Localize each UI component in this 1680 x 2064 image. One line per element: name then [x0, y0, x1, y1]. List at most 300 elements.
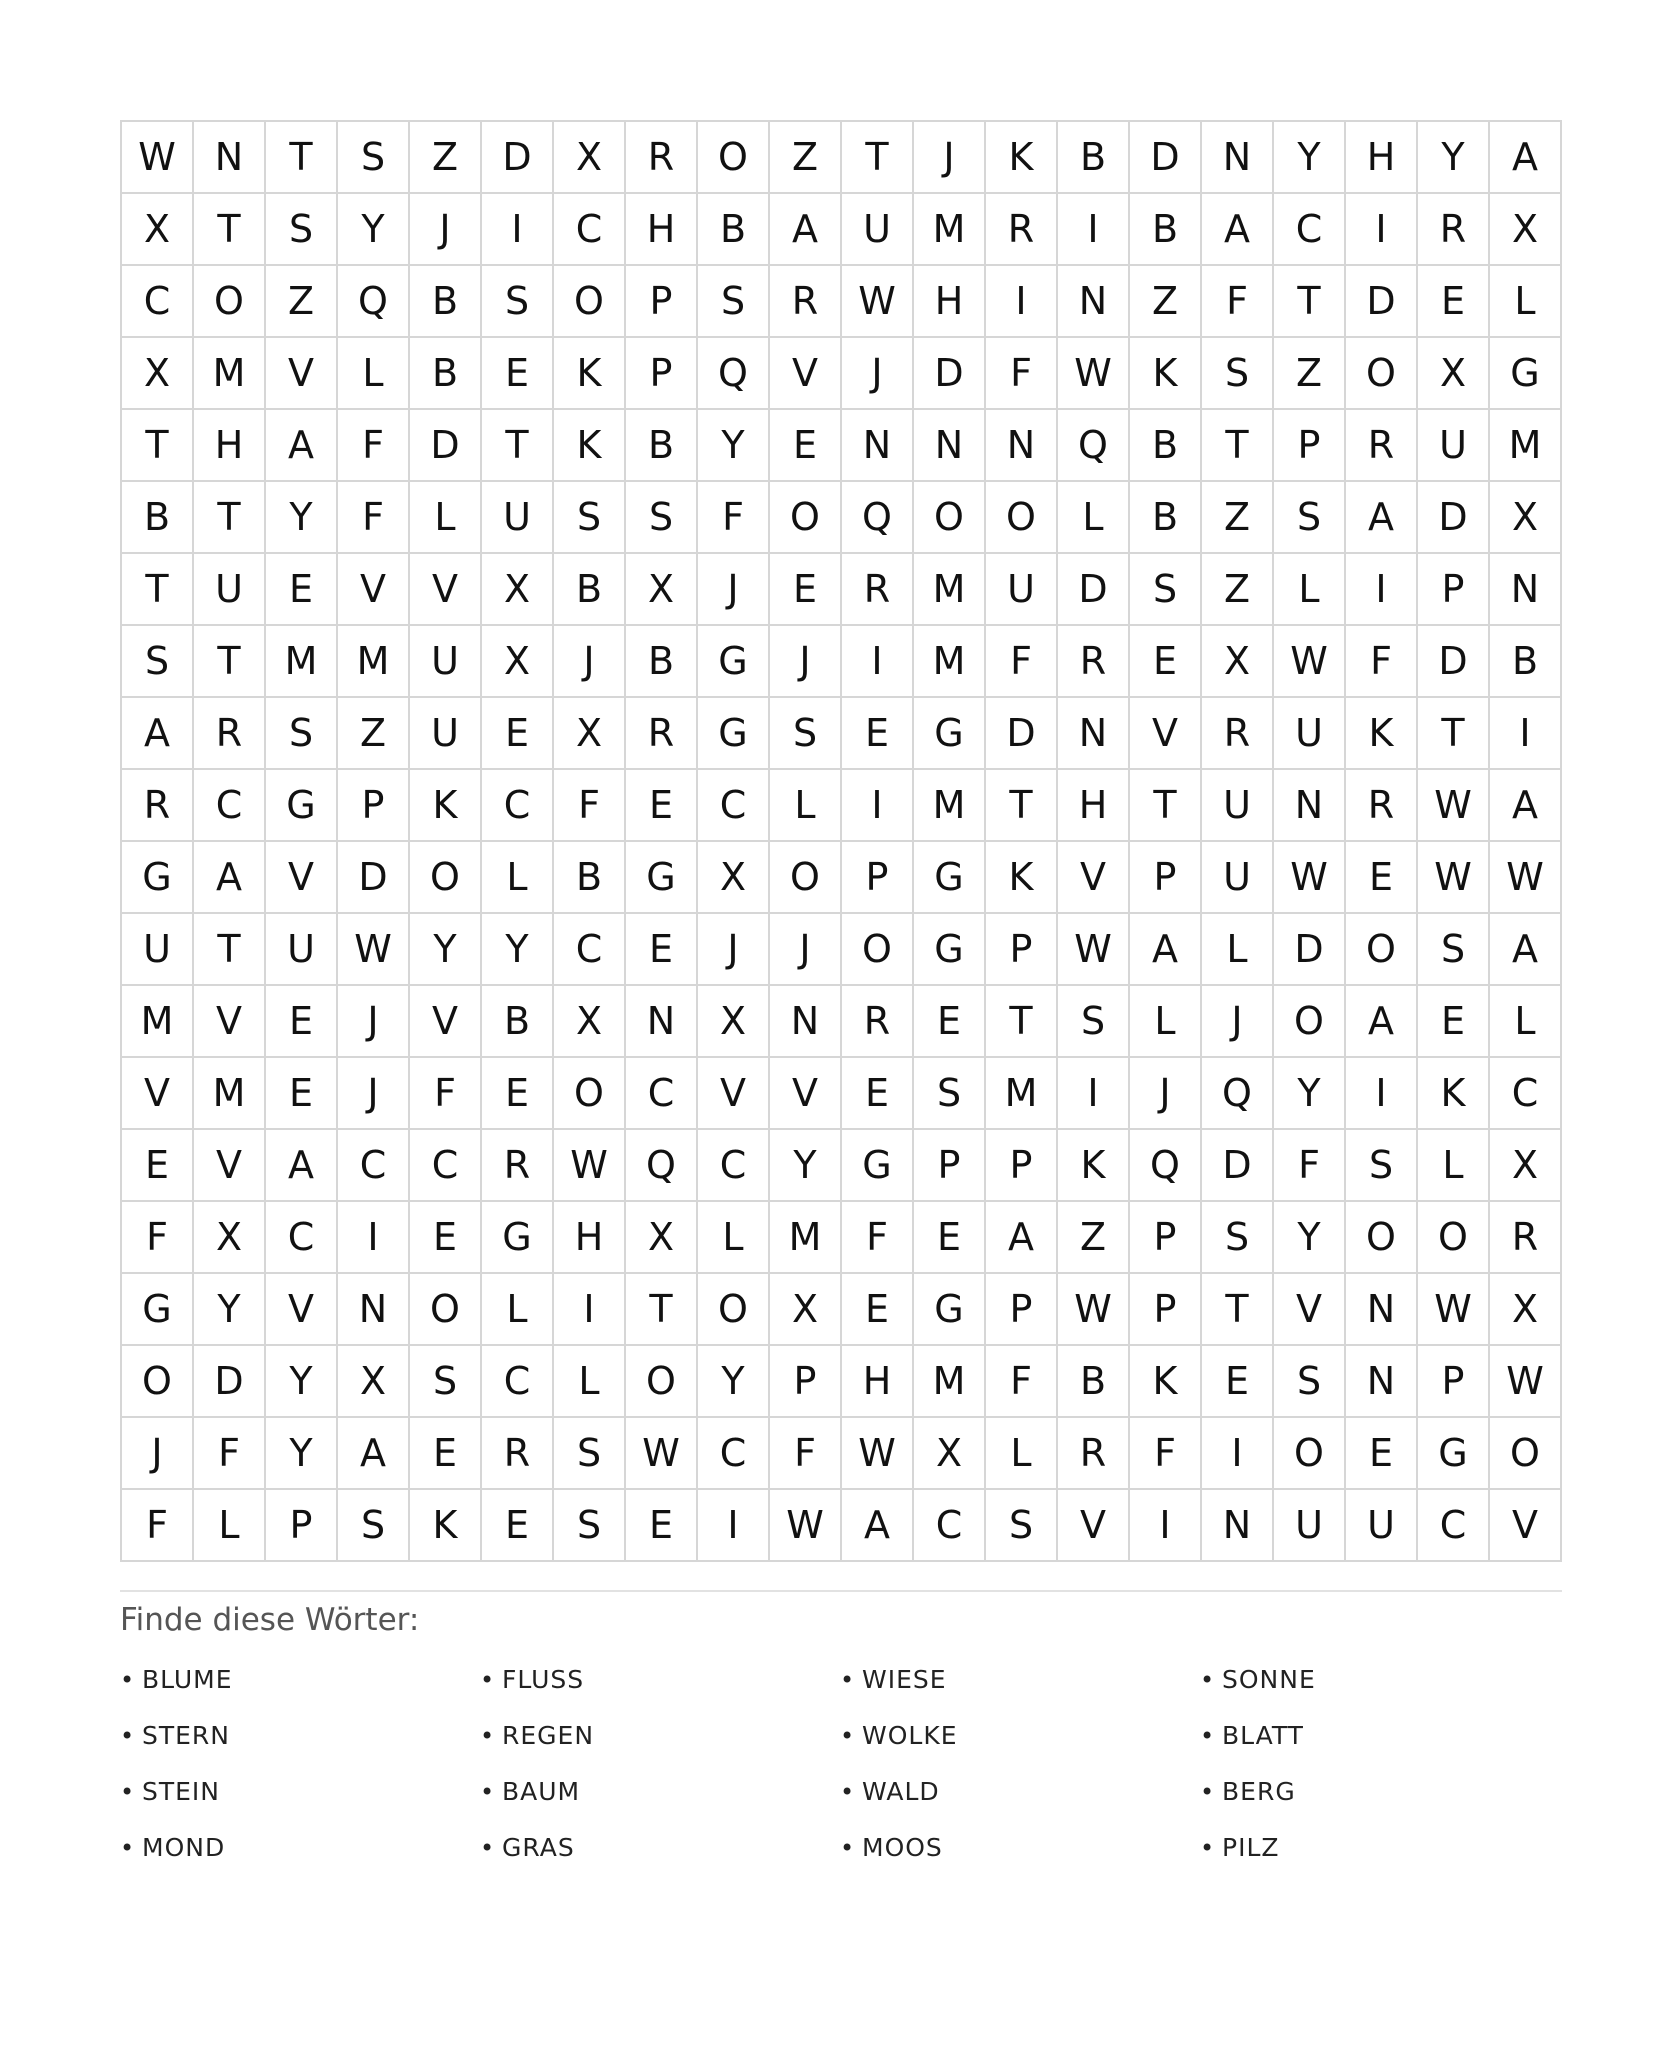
grid-cell[interactable]: T [266, 122, 338, 194]
grid-cell[interactable]: V [410, 554, 482, 626]
grid-cell[interactable]: Z [1130, 266, 1202, 338]
grid-cell[interactable]: S [122, 626, 194, 698]
grid-cell[interactable]: L [1130, 986, 1202, 1058]
grid-cell[interactable]: X [338, 1346, 410, 1418]
grid-cell[interactable]: R [1058, 626, 1130, 698]
grid-cell[interactable]: S [338, 122, 410, 194]
grid-cell[interactable]: B [122, 482, 194, 554]
grid-cell[interactable]: G [482, 1202, 554, 1274]
grid-cell[interactable]: Y [482, 914, 554, 986]
grid-cell[interactable]: W [1058, 914, 1130, 986]
grid-cell[interactable]: U [410, 698, 482, 770]
grid-cell[interactable]: D [338, 842, 410, 914]
grid-cell[interactable]: Y [194, 1274, 266, 1346]
grid-cell[interactable]: B [1058, 122, 1130, 194]
grid-cell[interactable]: C [410, 1130, 482, 1202]
grid-cell[interactable]: X [554, 698, 626, 770]
grid-cell[interactable]: L [1490, 266, 1562, 338]
grid-cell[interactable]: N [1202, 1490, 1274, 1562]
grid-cell[interactable]: X [554, 122, 626, 194]
grid-cell[interactable]: I [842, 770, 914, 842]
grid-cell[interactable]: Y [1274, 122, 1346, 194]
grid-cell[interactable]: K [410, 770, 482, 842]
grid-cell[interactable]: E [482, 698, 554, 770]
grid-cell[interactable]: P [626, 266, 698, 338]
grid-cell[interactable]: M [194, 338, 266, 410]
grid-cell[interactable]: P [338, 770, 410, 842]
grid-cell[interactable]: U [842, 194, 914, 266]
grid-cell[interactable]: E [1346, 842, 1418, 914]
grid-cell[interactable]: R [482, 1130, 554, 1202]
grid-cell[interactable]: V [1130, 698, 1202, 770]
grid-cell[interactable]: H [914, 266, 986, 338]
grid-cell[interactable]: K [1346, 698, 1418, 770]
grid-cell[interactable]: V [1058, 1490, 1130, 1562]
grid-cell[interactable]: V [122, 1058, 194, 1130]
grid-cell[interactable]: W [1418, 770, 1490, 842]
grid-cell[interactable]: A [1490, 770, 1562, 842]
grid-cell[interactable]: T [986, 770, 1058, 842]
grid-cell[interactable]: Q [626, 1130, 698, 1202]
grid-cell[interactable]: X [1202, 626, 1274, 698]
grid-cell[interactable]: Z [1274, 338, 1346, 410]
grid-cell[interactable]: M [770, 1202, 842, 1274]
grid-cell[interactable]: W [1490, 1346, 1562, 1418]
grid-cell[interactable]: S [554, 1418, 626, 1490]
grid-cell[interactable]: E [122, 1130, 194, 1202]
grid-cell[interactable]: D [194, 1346, 266, 1418]
grid-cell[interactable]: G [698, 626, 770, 698]
grid-cell[interactable]: W [1058, 1274, 1130, 1346]
grid-cell[interactable]: F [986, 1346, 1058, 1418]
grid-cell[interactable]: K [986, 122, 1058, 194]
grid-cell[interactable]: S [338, 1490, 410, 1562]
grid-cell[interactable]: E [482, 338, 554, 410]
grid-cell[interactable]: F [122, 1490, 194, 1562]
grid-cell[interactable]: I [1202, 1418, 1274, 1490]
grid-cell[interactable]: C [626, 1058, 698, 1130]
grid-cell[interactable]: L [1202, 914, 1274, 986]
grid-cell[interactable]: O [1274, 1418, 1346, 1490]
grid-cell[interactable]: I [1346, 194, 1418, 266]
grid-cell[interactable]: N [1058, 698, 1130, 770]
grid-cell[interactable]: Y [410, 914, 482, 986]
grid-cell[interactable]: A [1490, 914, 1562, 986]
grid-cell[interactable]: X [122, 338, 194, 410]
grid-cell[interactable]: A [770, 194, 842, 266]
grid-cell[interactable]: P [1130, 1202, 1202, 1274]
grid-cell[interactable]: I [1058, 1058, 1130, 1130]
grid-cell[interactable]: Y [1274, 1058, 1346, 1130]
grid-cell[interactable]: Y [1418, 122, 1490, 194]
grid-cell[interactable]: V [410, 986, 482, 1058]
grid-cell[interactable]: P [914, 1130, 986, 1202]
grid-cell[interactable]: C [1490, 1058, 1562, 1130]
grid-cell[interactable]: C [1274, 194, 1346, 266]
grid-cell[interactable]: E [1202, 1346, 1274, 1418]
grid-cell[interactable]: O [698, 1274, 770, 1346]
grid-cell[interactable]: J [122, 1418, 194, 1490]
grid-cell[interactable]: E [410, 1418, 482, 1490]
grid-cell[interactable]: O [1418, 1202, 1490, 1274]
grid-cell[interactable]: E [842, 1058, 914, 1130]
grid-cell[interactable]: W [770, 1490, 842, 1562]
grid-cell[interactable]: O [1346, 1202, 1418, 1274]
grid-cell[interactable]: V [266, 1274, 338, 1346]
grid-cell[interactable]: L [986, 1418, 1058, 1490]
grid-cell[interactable]: U [1346, 1490, 1418, 1562]
grid-cell[interactable]: F [986, 338, 1058, 410]
grid-cell[interactable]: J [410, 194, 482, 266]
grid-cell[interactable]: R [986, 194, 1058, 266]
grid-cell[interactable]: O [554, 1058, 626, 1130]
grid-cell[interactable]: O [410, 842, 482, 914]
grid-cell[interactable]: G [266, 770, 338, 842]
grid-cell[interactable]: N [1202, 122, 1274, 194]
grid-cell[interactable]: A [266, 410, 338, 482]
grid-cell[interactable]: X [122, 194, 194, 266]
grid-cell[interactable]: J [554, 626, 626, 698]
grid-cell[interactable]: O [986, 482, 1058, 554]
grid-cell[interactable]: C [698, 1418, 770, 1490]
grid-cell[interactable]: J [698, 914, 770, 986]
grid-cell[interactable]: C [122, 266, 194, 338]
grid-cell[interactable]: X [1490, 1274, 1562, 1346]
grid-cell[interactable]: B [1130, 482, 1202, 554]
grid-cell[interactable]: N [1274, 770, 1346, 842]
grid-cell[interactable]: P [1418, 1346, 1490, 1418]
grid-cell[interactable]: F [338, 482, 410, 554]
grid-cell[interactable]: A [266, 1130, 338, 1202]
grid-cell[interactable]: X [482, 626, 554, 698]
grid-cell[interactable]: M [914, 194, 986, 266]
grid-cell[interactable]: Q [1202, 1058, 1274, 1130]
grid-cell[interactable]: S [554, 1490, 626, 1562]
grid-cell[interactable]: G [626, 842, 698, 914]
grid-cell[interactable]: I [1346, 1058, 1418, 1130]
grid-cell[interactable]: K [1418, 1058, 1490, 1130]
grid-cell[interactable]: W [122, 122, 194, 194]
grid-cell[interactable]: Y [1274, 1202, 1346, 1274]
grid-cell[interactable]: J [842, 338, 914, 410]
grid-cell[interactable]: U [410, 626, 482, 698]
grid-cell[interactable]: A [1130, 914, 1202, 986]
grid-cell[interactable]: T [122, 554, 194, 626]
grid-cell[interactable]: G [842, 1130, 914, 1202]
grid-cell[interactable]: S [626, 482, 698, 554]
grid-cell[interactable]: I [842, 626, 914, 698]
grid-cell[interactable]: I [554, 1274, 626, 1346]
grid-cell[interactable]: R [626, 698, 698, 770]
grid-cell[interactable]: A [842, 1490, 914, 1562]
grid-cell[interactable]: V [770, 338, 842, 410]
grid-cell[interactable]: P [1418, 554, 1490, 626]
grid-cell[interactable]: A [1346, 986, 1418, 1058]
grid-cell[interactable]: H [554, 1202, 626, 1274]
grid-cell[interactable]: Y [266, 1418, 338, 1490]
grid-cell[interactable]: R [770, 266, 842, 338]
grid-cell[interactable]: V [698, 1058, 770, 1130]
grid-cell[interactable]: O [914, 482, 986, 554]
grid-cell[interactable]: X [1490, 1130, 1562, 1202]
grid-cell[interactable]: K [554, 410, 626, 482]
grid-cell[interactable]: B [698, 194, 770, 266]
grid-cell[interactable]: S [266, 194, 338, 266]
grid-cell[interactable]: G [914, 1274, 986, 1346]
grid-cell[interactable]: O [122, 1346, 194, 1418]
grid-cell[interactable]: Q [1058, 410, 1130, 482]
grid-cell[interactable]: G [914, 914, 986, 986]
grid-cell[interactable]: S [1346, 1130, 1418, 1202]
grid-cell[interactable]: J [338, 1058, 410, 1130]
grid-cell[interactable]: B [626, 626, 698, 698]
grid-cell[interactable]: F [698, 482, 770, 554]
grid-cell[interactable]: Y [338, 194, 410, 266]
grid-cell[interactable]: N [1346, 1346, 1418, 1418]
grid-cell[interactable]: O [410, 1274, 482, 1346]
grid-cell[interactable]: E [842, 1274, 914, 1346]
grid-cell[interactable]: N [1346, 1274, 1418, 1346]
grid-cell[interactable]: E [1346, 1418, 1418, 1490]
grid-cell[interactable]: T [986, 986, 1058, 1058]
grid-cell[interactable]: J [770, 914, 842, 986]
grid-cell[interactable]: T [1274, 266, 1346, 338]
grid-cell[interactable]: H [1346, 122, 1418, 194]
grid-cell[interactable]: W [626, 1418, 698, 1490]
grid-cell[interactable]: D [914, 338, 986, 410]
grid-cell[interactable]: F [122, 1202, 194, 1274]
grid-cell[interactable]: U [194, 554, 266, 626]
grid-cell[interactable]: E [410, 1202, 482, 1274]
grid-cell[interactable]: S [1058, 986, 1130, 1058]
grid-cell[interactable]: N [338, 1274, 410, 1346]
grid-cell[interactable]: E [626, 1490, 698, 1562]
grid-cell[interactable]: J [1130, 1058, 1202, 1130]
grid-cell[interactable]: C [482, 770, 554, 842]
grid-cell[interactable]: G [1490, 338, 1562, 410]
grid-cell[interactable]: A [122, 698, 194, 770]
grid-cell[interactable]: J [698, 554, 770, 626]
grid-cell[interactable]: V [1058, 842, 1130, 914]
grid-cell[interactable]: S [1274, 482, 1346, 554]
grid-cell[interactable]: I [1490, 698, 1562, 770]
grid-cell[interactable]: B [626, 410, 698, 482]
grid-cell[interactable]: C [482, 1346, 554, 1418]
grid-cell[interactable]: P [1130, 1274, 1202, 1346]
grid-cell[interactable]: C [194, 770, 266, 842]
grid-cell[interactable]: Z [410, 122, 482, 194]
grid-cell[interactable]: D [1202, 1130, 1274, 1202]
grid-cell[interactable]: O [626, 1346, 698, 1418]
grid-cell[interactable]: P [266, 1490, 338, 1562]
grid-cell[interactable]: W [842, 1418, 914, 1490]
grid-cell[interactable]: G [122, 842, 194, 914]
grid-cell[interactable]: E [914, 1202, 986, 1274]
grid-cell[interactable]: T [194, 482, 266, 554]
grid-cell[interactable]: J [338, 986, 410, 1058]
grid-cell[interactable]: C [914, 1490, 986, 1562]
grid-cell[interactable]: W [1274, 842, 1346, 914]
grid-cell[interactable]: T [194, 626, 266, 698]
grid-cell[interactable]: Z [266, 266, 338, 338]
grid-cell[interactable]: D [410, 410, 482, 482]
grid-cell[interactable]: O [770, 482, 842, 554]
grid-cell[interactable]: E [626, 770, 698, 842]
grid-cell[interactable]: N [1058, 266, 1130, 338]
grid-cell[interactable]: N [986, 410, 1058, 482]
grid-cell[interactable]: P [986, 1130, 1058, 1202]
grid-cell[interactable]: T [194, 914, 266, 986]
grid-cell[interactable]: T [1418, 698, 1490, 770]
grid-cell[interactable]: L [554, 1346, 626, 1418]
grid-cell[interactable]: S [1202, 338, 1274, 410]
grid-cell[interactable]: Q [1130, 1130, 1202, 1202]
grid-cell[interactable]: A [1490, 122, 1562, 194]
grid-cell[interactable]: D [1130, 122, 1202, 194]
grid-cell[interactable]: C [338, 1130, 410, 1202]
grid-cell[interactable]: I [986, 266, 1058, 338]
grid-cell[interactable]: X [698, 842, 770, 914]
grid-cell[interactable]: Y [698, 1346, 770, 1418]
grid-cell[interactable]: H [842, 1346, 914, 1418]
grid-cell[interactable]: X [626, 1202, 698, 1274]
grid-cell[interactable]: R [842, 986, 914, 1058]
grid-cell[interactable]: D [986, 698, 1058, 770]
grid-cell[interactable]: X [626, 554, 698, 626]
grid-cell[interactable]: R [1418, 194, 1490, 266]
grid-cell[interactable]: W [554, 1130, 626, 1202]
grid-cell[interactable]: V [194, 986, 266, 1058]
grid-cell[interactable]: M [1490, 410, 1562, 482]
grid-cell[interactable]: L [1274, 554, 1346, 626]
grid-cell[interactable]: S [914, 1058, 986, 1130]
grid-cell[interactable]: R [482, 1418, 554, 1490]
grid-cell[interactable]: T [1202, 1274, 1274, 1346]
grid-cell[interactable]: K [554, 338, 626, 410]
grid-cell[interactable]: K [1058, 1130, 1130, 1202]
grid-cell[interactable]: F [1130, 1418, 1202, 1490]
grid-cell[interactable]: A [194, 842, 266, 914]
grid-cell[interactable]: U [122, 914, 194, 986]
grid-cell[interactable]: Z [1202, 482, 1274, 554]
grid-cell[interactable]: M [194, 1058, 266, 1130]
grid-cell[interactable]: S [554, 482, 626, 554]
grid-cell[interactable]: M [986, 1058, 1058, 1130]
grid-cell[interactable]: W [1490, 842, 1562, 914]
grid-cell[interactable]: X [1490, 482, 1562, 554]
grid-cell[interactable]: S [698, 266, 770, 338]
grid-cell[interactable]: Z [338, 698, 410, 770]
grid-cell[interactable]: S [1130, 554, 1202, 626]
grid-cell[interactable]: X [194, 1202, 266, 1274]
grid-cell[interactable]: J [1202, 986, 1274, 1058]
grid-cell[interactable]: O [842, 914, 914, 986]
grid-cell[interactable]: R [194, 698, 266, 770]
grid-cell[interactable]: M [266, 626, 338, 698]
grid-cell[interactable]: N [626, 986, 698, 1058]
grid-cell[interactable]: V [1490, 1490, 1562, 1562]
grid-cell[interactable]: U [1274, 698, 1346, 770]
grid-cell[interactable]: H [1058, 770, 1130, 842]
grid-cell[interactable]: C [1418, 1490, 1490, 1562]
grid-cell[interactable]: K [410, 1490, 482, 1562]
grid-cell[interactable]: D [1346, 266, 1418, 338]
grid-cell[interactable]: K [1130, 1346, 1202, 1418]
grid-cell[interactable]: I [1346, 554, 1418, 626]
grid-cell[interactable]: V [194, 1130, 266, 1202]
grid-cell[interactable]: L [1418, 1130, 1490, 1202]
grid-cell[interactable]: T [194, 194, 266, 266]
grid-cell[interactable]: W [842, 266, 914, 338]
grid-cell[interactable]: F [194, 1418, 266, 1490]
grid-cell[interactable]: S [1202, 1202, 1274, 1274]
grid-cell[interactable]: O [194, 266, 266, 338]
grid-cell[interactable]: O [554, 266, 626, 338]
grid-cell[interactable]: E [266, 554, 338, 626]
grid-cell[interactable]: H [194, 410, 266, 482]
grid-cell[interactable]: S [986, 1490, 1058, 1562]
grid-cell[interactable]: L [338, 338, 410, 410]
grid-cell[interactable]: G [914, 842, 986, 914]
grid-cell[interactable]: M [914, 626, 986, 698]
grid-cell[interactable]: X [1490, 194, 1562, 266]
grid-cell[interactable]: A [1202, 194, 1274, 266]
grid-cell[interactable]: L [482, 1274, 554, 1346]
grid-cell[interactable]: L [410, 482, 482, 554]
grid-cell[interactable]: L [1490, 986, 1562, 1058]
grid-cell[interactable]: L [482, 842, 554, 914]
grid-cell[interactable]: I [698, 1490, 770, 1562]
grid-cell[interactable]: F [1274, 1130, 1346, 1202]
grid-cell[interactable]: V [338, 554, 410, 626]
grid-cell[interactable]: E [1130, 626, 1202, 698]
grid-cell[interactable]: Q [842, 482, 914, 554]
grid-cell[interactable]: U [1202, 770, 1274, 842]
grid-cell[interactable]: Y [266, 482, 338, 554]
grid-cell[interactable]: S [482, 266, 554, 338]
grid-cell[interactable]: R [1346, 770, 1418, 842]
grid-cell[interactable]: N [914, 410, 986, 482]
grid-cell[interactable]: I [1058, 194, 1130, 266]
grid-cell[interactable]: X [554, 986, 626, 1058]
grid-cell[interactable]: A [338, 1418, 410, 1490]
grid-cell[interactable]: R [1058, 1418, 1130, 1490]
grid-cell[interactable]: E [914, 986, 986, 1058]
grid-cell[interactable]: L [194, 1490, 266, 1562]
grid-cell[interactable]: X [914, 1418, 986, 1490]
grid-cell[interactable]: F [1346, 626, 1418, 698]
grid-cell[interactable]: A [1346, 482, 1418, 554]
grid-cell[interactable]: E [842, 698, 914, 770]
grid-cell[interactable]: C [698, 1130, 770, 1202]
grid-cell[interactable]: M [914, 554, 986, 626]
grid-cell[interactable]: P [1274, 410, 1346, 482]
grid-cell[interactable]: K [986, 842, 1058, 914]
grid-cell[interactable]: U [482, 482, 554, 554]
grid-cell[interactable]: T [1130, 770, 1202, 842]
grid-cell[interactable]: S [770, 698, 842, 770]
grid-cell[interactable]: D [1418, 626, 1490, 698]
grid-cell[interactable]: P [770, 1346, 842, 1418]
grid-cell[interactable]: C [698, 770, 770, 842]
grid-cell[interactable]: G [698, 698, 770, 770]
grid-cell[interactable]: D [482, 122, 554, 194]
grid-cell[interactable]: L [1058, 482, 1130, 554]
grid-cell[interactable]: X [482, 554, 554, 626]
grid-cell[interactable]: F [410, 1058, 482, 1130]
grid-cell[interactable]: K [1130, 338, 1202, 410]
grid-cell[interactable]: B [410, 266, 482, 338]
